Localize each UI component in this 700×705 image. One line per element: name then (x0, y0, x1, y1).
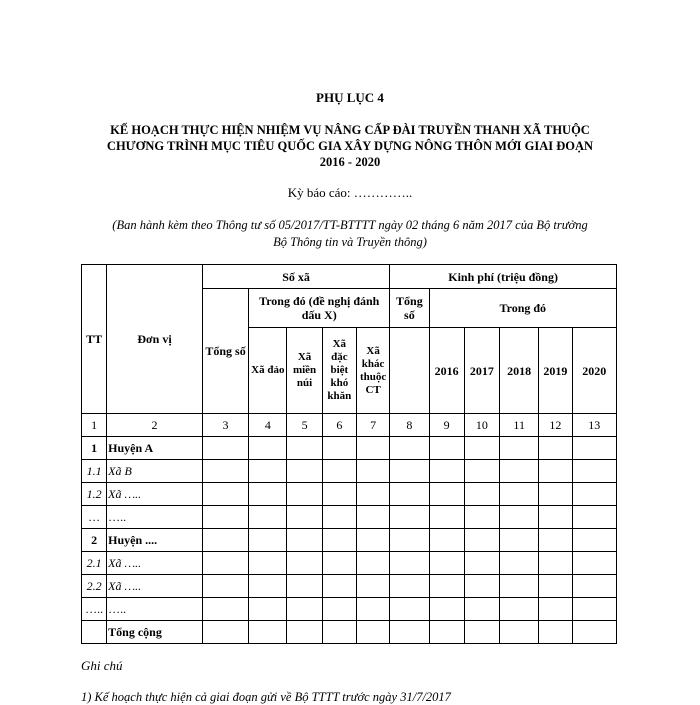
data-cell[interactable] (202, 598, 248, 621)
table-row (82, 529, 617, 552)
column-number: 13 (572, 414, 616, 437)
data-cell[interactable] (322, 506, 356, 529)
data-cell[interactable] (202, 506, 248, 529)
header-of-which: Trong đó (429, 289, 616, 328)
data-cell[interactable] (356, 529, 389, 552)
row-tt: 1.1 (82, 460, 107, 483)
row-unit: Xã B (107, 460, 203, 483)
row-tt: 1.2 (82, 483, 107, 506)
data-cell[interactable] (500, 506, 539, 529)
row-unit: Tổng cộng (107, 621, 203, 644)
data-cell[interactable] (429, 460, 464, 483)
data-cell[interactable] (322, 460, 356, 483)
table-row (82, 506, 617, 529)
data-cell[interactable] (539, 575, 572, 598)
data-cell[interactable] (202, 437, 248, 460)
data-cell[interactable] (539, 621, 572, 644)
data-cell[interactable] (356, 552, 389, 575)
table-row (82, 598, 617, 621)
data-cell[interactable] (287, 437, 322, 460)
data-cell[interactable] (287, 460, 322, 483)
heading-line: KẾ HOẠCH THỰC HIỆN NHIỆM VỤ NÂNG CẤP ĐÀI TRUYỀN THANH XÃ THUỘC (110, 123, 590, 137)
data-cell[interactable] (249, 460, 287, 483)
row-tt (82, 621, 107, 644)
data-cell[interactable] (429, 552, 464, 575)
data-cell[interactable] (464, 460, 499, 483)
data-cell[interactable] (539, 506, 572, 529)
header-total-communes: Tổng số (202, 289, 248, 414)
data-cell[interactable] (500, 575, 539, 598)
row-unit: Xã ….. (107, 552, 203, 575)
column-number: 12 (539, 414, 572, 437)
table-row (82, 483, 617, 506)
data-cell[interactable] (572, 552, 616, 575)
table-body (82, 437, 617, 644)
header-communes: Số xã (202, 265, 389, 289)
data-cell[interactable] (429, 598, 464, 621)
header-year: 2017 (464, 328, 499, 414)
data-cell[interactable] (390, 483, 429, 506)
row-tt: 2.1 (82, 552, 107, 575)
data-cell[interactable] (539, 598, 572, 621)
header-island: Xã đảo (249, 328, 287, 414)
data-cell[interactable] (572, 575, 616, 598)
data-cell[interactable] (464, 621, 499, 644)
plan-table (81, 264, 617, 644)
header-year: 2019 (539, 328, 572, 414)
issued-line: (Ban hành kèm theo Thông tư số 05/2017/TT-BTTTT ngày 02 tháng 6 năm 2017 của Bộ trưởng (112, 218, 588, 232)
data-cell[interactable] (500, 460, 539, 483)
data-cell[interactable] (202, 621, 248, 644)
row-unit: ….. (107, 506, 203, 529)
data-cell[interactable] (390, 598, 429, 621)
plan-heading (0, 122, 700, 170)
header-tt: TT (82, 265, 107, 414)
data-cell[interactable] (249, 437, 287, 460)
data-cell[interactable] (390, 437, 429, 460)
data-cell[interactable] (464, 437, 499, 460)
data-cell[interactable] (287, 552, 322, 575)
data-cell[interactable] (429, 575, 464, 598)
data-cell[interactable] (287, 506, 322, 529)
data-cell[interactable] (429, 437, 464, 460)
column-number: 3 (202, 414, 248, 437)
data-cell[interactable] (249, 575, 287, 598)
data-cell[interactable] (202, 460, 248, 483)
data-cell[interactable] (249, 552, 287, 575)
data-cell[interactable] (249, 529, 287, 552)
data-cell[interactable] (202, 529, 248, 552)
header-total-funding: Tổng số (390, 289, 429, 328)
data-cell[interactable] (322, 483, 356, 506)
data-cell[interactable] (356, 621, 389, 644)
note-item: 1) Kế hoạch thực hiện cả giai đoạn gửi về Bộ TTTT trước ngày 31/7/2017 (81, 690, 451, 704)
data-cell[interactable] (500, 483, 539, 506)
header-special: Xã đặc biệt khó khăn (322, 328, 356, 414)
data-cell[interactable] (429, 506, 464, 529)
data-cell[interactable] (322, 529, 356, 552)
row-tt: … (82, 506, 107, 529)
column-number: 11 (500, 414, 539, 437)
data-cell[interactable] (539, 437, 572, 460)
data-cell[interactable] (464, 598, 499, 621)
data-cell[interactable] (322, 621, 356, 644)
data-cell[interactable] (249, 483, 287, 506)
data-cell[interactable] (572, 483, 616, 506)
data-cell[interactable] (322, 575, 356, 598)
data-cell[interactable] (429, 529, 464, 552)
table-row (82, 575, 617, 598)
data-cell[interactable] (390, 575, 429, 598)
row-unit: Huyện .... (107, 529, 203, 552)
data-cell[interactable] (572, 529, 616, 552)
header-funding: Kinh phí (triệu đồng) (390, 265, 617, 289)
data-cell[interactable] (429, 621, 464, 644)
data-cell[interactable] (464, 529, 499, 552)
header-of-which-mark: Trong đó (đề nghị đánh dấu X) (249, 289, 390, 328)
data-cell[interactable] (356, 506, 389, 529)
data-cell[interactable] (322, 552, 356, 575)
table-row (82, 460, 617, 483)
data-cell[interactable] (356, 437, 389, 460)
data-cell[interactable] (249, 598, 287, 621)
heading-line: 2016 - 2020 (319, 155, 381, 169)
table-row (82, 621, 617, 644)
header-year: 2016 (429, 328, 464, 414)
data-cell[interactable] (500, 598, 539, 621)
row-unit: ….. (107, 598, 203, 621)
data-cell[interactable] (500, 621, 539, 644)
row-tt: 2 (82, 529, 107, 552)
column-number: 7 (356, 414, 389, 437)
data-cell[interactable] (390, 506, 429, 529)
data-cell[interactable] (287, 575, 322, 598)
column-number: 6 (322, 414, 356, 437)
data-cell[interactable] (356, 598, 389, 621)
data-cell[interactable] (539, 552, 572, 575)
data-cell[interactable] (287, 483, 322, 506)
data-cell[interactable] (464, 506, 499, 529)
data-cell[interactable] (464, 575, 499, 598)
column-number: 2 (107, 414, 203, 437)
data-cell[interactable] (500, 529, 539, 552)
data-cell[interactable] (390, 621, 429, 644)
data-cell[interactable] (572, 621, 616, 644)
data-cell[interactable] (539, 483, 572, 506)
column-number-row (82, 414, 617, 437)
data-cell[interactable] (249, 621, 287, 644)
row-unit: Huyện A (107, 437, 203, 460)
data-cell[interactable] (572, 506, 616, 529)
column-number: 5 (287, 414, 322, 437)
notes-label: Ghi chú (81, 658, 123, 673)
data-cell[interactable] (572, 437, 616, 460)
data-cell[interactable] (572, 598, 616, 621)
header-year: 2018 (500, 328, 539, 414)
heading-line: CHƯƠNG TRÌNH MỤC TIÊU QUỐC GIA XÂY DỰNG NÔNG THÔN MỚI GIAI ĐOẠN (106, 139, 594, 153)
row-tt: 1 (82, 437, 107, 460)
data-cell[interactable] (202, 575, 248, 598)
header-year: 2020 (572, 328, 616, 414)
data-cell[interactable] (539, 460, 572, 483)
data-cell[interactable] (287, 529, 322, 552)
table-row (82, 437, 617, 460)
header-unit: Đơn vị (107, 265, 203, 414)
data-cell[interactable] (500, 552, 539, 575)
data-cell[interactable] (356, 575, 389, 598)
header-other: Xã khác thuộc CT (356, 328, 389, 414)
column-number: 8 (390, 414, 429, 437)
table-row (82, 552, 617, 575)
row-unit: Xã ….. (107, 575, 203, 598)
data-cell[interactable] (202, 552, 248, 575)
appendix-title: PHỤ LỤC 4 (316, 90, 384, 105)
issued-note (0, 217, 700, 251)
row-tt: 2.2 (82, 575, 107, 598)
data-cell[interactable] (464, 552, 499, 575)
row-unit: Xã ….. (107, 483, 203, 506)
row-tt: ….. (82, 598, 107, 621)
issued-line: Bộ Thông tin và Truyền thông) (273, 235, 427, 249)
data-cell[interactable] (287, 598, 322, 621)
report-period: Kỳ báo cáo: ………….. (287, 185, 413, 200)
data-cell[interactable] (572, 460, 616, 483)
data-cell[interactable] (202, 483, 248, 506)
data-cell[interactable] (539, 529, 572, 552)
data-cell[interactable] (390, 529, 429, 552)
data-cell[interactable] (429, 483, 464, 506)
data-cell[interactable] (390, 552, 429, 575)
data-cell[interactable] (500, 437, 539, 460)
column-number: 1 (82, 414, 107, 437)
data-cell[interactable] (356, 483, 389, 506)
data-cell[interactable] (249, 506, 287, 529)
column-number: 9 (429, 414, 464, 437)
data-cell[interactable] (322, 598, 356, 621)
data-cell[interactable] (390, 460, 429, 483)
data-cell[interactable] (464, 483, 499, 506)
header-funding-blank (390, 328, 429, 414)
header-mountain: Xã miền núi (287, 328, 322, 414)
data-cell[interactable] (356, 460, 389, 483)
column-number: 4 (249, 414, 287, 437)
data-cell[interactable] (322, 437, 356, 460)
column-number: 10 (464, 414, 499, 437)
data-cell[interactable] (287, 621, 322, 644)
